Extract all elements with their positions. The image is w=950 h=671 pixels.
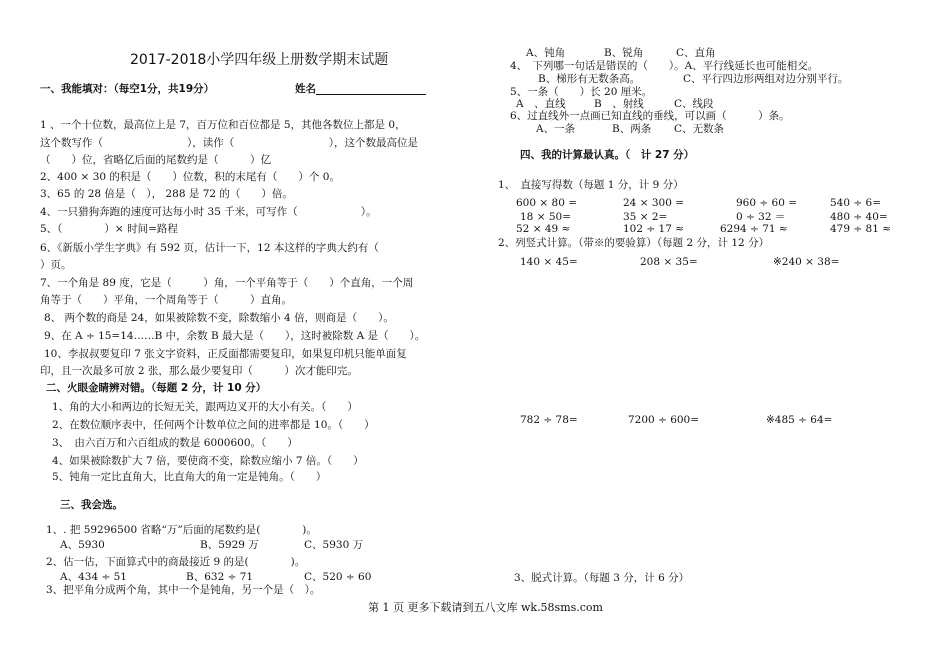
s1-line: 1 、一个十位数，最高位上是 7，百万位和百位都是 5，其他各数位上都是 0， [40, 119, 406, 131]
q3-opt-c: C、直角 [676, 47, 716, 59]
oral-item: 102 ÷ 17 ≈ [623, 223, 685, 235]
s1-line: ）页。 [40, 259, 72, 271]
s2-line: 5、钝角一定比直角大，比直角大的角一定是钝角。（ ） [52, 471, 327, 483]
oral-item: 18 × 50= [520, 211, 571, 223]
q5-opt-b: B 、射线 [594, 98, 644, 110]
q4-line: 4、 下列哪一句话是错误的（ ）。A、平行线延长也可能相交。 [510, 60, 819, 72]
s2-line: 3、 由六百万和六百组成的数是 6000600。（ ） [52, 437, 298, 449]
s1-line: 5、（ ）× 时间=路程 [40, 223, 178, 235]
q6-opt-c: C、无数条 [674, 123, 725, 135]
oral-item: 24 × 300 = [623, 197, 685, 209]
section4-heading: 四、我的计算最认真。（ 计 27 分） [520, 149, 695, 161]
s1-line: 9、在 A ÷ 15=14……B 中，余数 B 最大是（ ），这时被除数 A 是（ ）。 [44, 330, 426, 342]
oral-item: 479 ÷ 81 ≈ [830, 223, 892, 235]
section4-sub2: 2、列竖式计算。（带※的要验算）（每题 2 分，计 12 分） [498, 237, 770, 249]
vertical-item: 7200 ÷ 600= [628, 414, 700, 426]
s1-line: 印，且一次最多可放 2 张，那么最少要复印（ ）次才能印完。 [40, 365, 358, 377]
q6-line: 6、过直线外一点画已知直线的垂线，可以画（ ）条。 [510, 110, 790, 122]
s2-line: 4、如果被除数扩大 7 倍，要使商不变，除数应缩小 7 倍。（ ） [52, 455, 364, 467]
section3-heading: 三、我会选。 [60, 499, 123, 511]
s1-line: （ ）位，省略亿后面的尾数约是（ ）亿 [40, 154, 271, 166]
oral-item: 0 ÷ 32 ＝ [736, 211, 786, 223]
oral-item: 52 × 49 ≈ [516, 223, 571, 235]
s3-q2-opt-c: C、520 ÷ 60 [304, 571, 372, 583]
q4-opt-b: B、梯形有无数条高。 [538, 73, 641, 85]
s1-line: 10、李叔叔要复印 7 张文字资料，正反面都需要复印，如果复印机只能单面复 [44, 348, 407, 360]
q3-opt-a: A、钝角 [526, 47, 566, 59]
s1-line: 4、一只猎狗奔跑的速度可达每小时 35 千米，可写作（ ）。 [40, 206, 377, 218]
oral-item: 600 × 80 = [516, 197, 578, 209]
vertical-item: 782 ÷ 78= [520, 414, 578, 426]
q6-opt-b: B、两条 [612, 123, 652, 135]
s3-q1-opt-a: A、5930 [60, 539, 105, 551]
vertical-item: 208 × 35= [640, 256, 698, 268]
s3-q2: 2、估一估，下面算式中的商最接近 9 的是( )。 [46, 556, 306, 568]
q5-opt-a: A 、直线 [516, 98, 566, 110]
s1-line: 3、65 的 28 倍是（ ）， 288 是 72 的（ ）倍。 [40, 188, 293, 200]
q3-opt-b: B、锐角 [604, 47, 644, 59]
s3-q1-opt-b: B、5929 万 [200, 539, 259, 551]
name-label: 姓名 [295, 83, 316, 95]
q6-opt-a: A、一条 [536, 123, 576, 135]
s1-line: 2、400 × 30 的积是（ ）位数，积的末尾有（ ）个 0。 [40, 171, 340, 183]
vertical-item: 140 × 45= [520, 256, 578, 268]
name-field[interactable] [295, 83, 426, 95]
section4-sub3: 3、脱式计算。（每题 3 分，计 6 分） [514, 572, 690, 584]
section2-heading: 二、火眼金睛辨对错。（每题 2 分，计 10 分） [46, 382, 267, 394]
s3-q3: 3、把平角分成两个角，其中一个是钝角，另一个是（ ）。 [46, 584, 321, 596]
s3-q1-opt-c: C、5930 万 [304, 539, 364, 551]
section4-sub1: 1、 直接写得数（每题 1 分，计 9 分） [498, 179, 684, 191]
s1-line: 7、一个角是 89 度，它是（ ）角，一个平角等于（ ）个直角，一个周 [40, 277, 414, 289]
name-underline[interactable] [316, 83, 426, 95]
q5-line: 5、一条（ ）长 20 厘米。 [510, 86, 653, 98]
s1-line: 6、《新版小学生字典》有 592 页，估计一下，12 本这样的字典大约有（ [40, 242, 379, 254]
q5-opt-c: C、线段 [674, 98, 714, 110]
s2-line: 2、在数位顺序表中，任何两个计数单位之间的进率都是 10。（ ） [52, 419, 375, 431]
oral-item: 480 ÷ 40= [830, 211, 888, 223]
q4-opt-c: C、平行四边形两组对边分别平行。 [683, 73, 849, 85]
s2-line: 1、角的大小和两边的长短无关，跟两边叉开的大小有关。（ ） [52, 401, 358, 413]
oral-item: 35 × 2= [623, 211, 668, 223]
vertical-item: ※485 ÷ 64= [766, 414, 833, 426]
s3-q1: 1、. 把 59296500 省略“万”后面的尾数约是( )。 [46, 524, 317, 536]
s3-q2-opt-b: B、632 ÷ 71 [186, 571, 254, 583]
page-footer: 第 1 页 更多下载请到五八文库 wk.58sms.com [368, 601, 603, 614]
page-title: 2017-2018小学四年级上册数学期末试题 [130, 52, 389, 68]
oral-item: 6294 ÷ 71 ≈ [720, 223, 788, 235]
oral-item: 960 ÷ 60 = [736, 197, 798, 209]
s1-line: 8、 两个数的商是 24，如果被除数不变，除数缩小 4 倍，则商是（ ）。 [44, 312, 394, 324]
s1-line: 这个数写作（ ），读作（ ），这个数最高位是 [40, 137, 418, 149]
s3-q2-opt-a: A、434 ÷ 51 [60, 571, 127, 583]
s1-line: 角等于（ ）平角，一个周角等于（ ）直角。 [40, 294, 292, 306]
section1-heading: 一、我能填对：（每空1分，共19分） [40, 83, 215, 95]
oral-item: 540 ÷ 6= [830, 197, 881, 209]
vertical-item: ※240 × 38= [773, 256, 840, 268]
